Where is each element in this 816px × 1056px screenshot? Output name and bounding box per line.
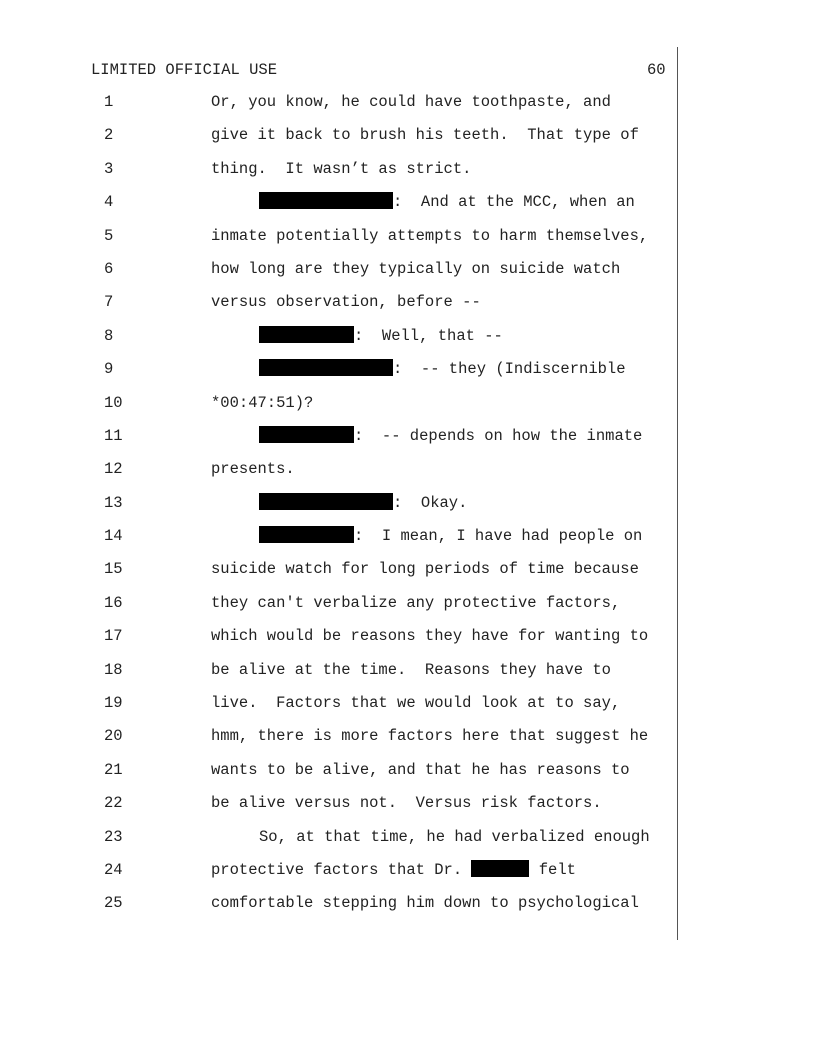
transcript-line	[0, 253, 680, 286]
transcript-line	[0, 787, 680, 820]
line-number: 16	[104, 593, 123, 612]
transcript-line	[0, 420, 680, 453]
speaker-line	[259, 487, 467, 520]
transcript-lines	[0, 86, 680, 921]
line-text: protective factors that Dr.	[211, 860, 472, 879]
line-text: *00:47:51)?	[211, 393, 314, 412]
line-number: 3	[104, 159, 114, 178]
line-number: 12	[104, 460, 123, 479]
transcript-line	[0, 86, 680, 119]
redaction-box	[259, 426, 354, 443]
line-text: be alive at the time. Reasons they have to	[211, 660, 611, 679]
transcript-line	[0, 854, 680, 887]
transcript-line	[0, 453, 680, 486]
transcript-line	[0, 320, 680, 353]
redaction-box	[259, 359, 393, 376]
transcript-line	[0, 119, 680, 152]
line-number: 15	[104, 560, 123, 579]
speaker-line	[259, 520, 642, 553]
line-number: 20	[104, 727, 123, 746]
line-text: live. Factors that we would look at to say,	[211, 694, 621, 713]
line-text: give it back to brush his teeth. That type of	[211, 126, 639, 145]
line-number: 19	[104, 694, 123, 713]
line-number: 13	[104, 493, 123, 512]
line-text: : -- depends on how the inmate	[354, 426, 643, 445]
line-text: presents.	[211, 460, 295, 479]
line-number: 7	[104, 293, 114, 312]
line-number: 6	[104, 259, 114, 278]
transcript-line	[0, 286, 680, 319]
transcript-line	[0, 821, 680, 854]
line-number: 22	[104, 794, 123, 813]
speaker-line	[259, 186, 635, 219]
transcript-line	[0, 654, 680, 687]
line-number: 9	[104, 360, 114, 379]
transcript-line	[0, 387, 680, 420]
redaction-box	[259, 493, 393, 510]
line-text: comfortable stepping him down to psychological	[211, 894, 639, 913]
line-number: 23	[104, 827, 123, 846]
line-text: inmate potentially attempts to harm themselves,	[211, 226, 649, 245]
line-text: : Okay.	[393, 493, 468, 512]
speaker-line	[259, 320, 503, 353]
line-text: they can't verbalize any protective factors,	[211, 593, 621, 612]
line-number: 4	[104, 193, 114, 212]
line-number: 10	[104, 393, 123, 412]
line-number: 17	[104, 627, 123, 646]
line-text: suicide watch for long periods of time because	[211, 560, 639, 579]
line-number: 5	[104, 226, 114, 245]
transcript-line	[0, 153, 680, 186]
line-number: 25	[104, 894, 123, 913]
redaction-box	[259, 326, 354, 343]
transcript-line	[0, 220, 680, 253]
line-text: Or, you know, he could have toothpaste, and	[211, 93, 611, 111]
line-text: : -- they (Indiscernible	[393, 360, 626, 379]
transcript-line	[0, 720, 680, 753]
line-number: 21	[104, 760, 123, 779]
speaker-line	[259, 353, 626, 386]
transcript-line	[0, 353, 680, 386]
classification-header: LIMITED OFFICIAL USE	[91, 61, 278, 79]
line-text: So, at that time, he had verbalized enough	[259, 827, 650, 846]
line-text: felt	[529, 860, 576, 879]
line-text: how long are they typically on suicide watch	[211, 259, 621, 278]
transcript-line	[0, 587, 680, 620]
line-number: 2	[104, 126, 114, 145]
transcript-line	[0, 887, 680, 920]
transcript-line	[0, 487, 680, 520]
line-text: : And at the MCC, when an	[393, 193, 635, 212]
mixed-line	[211, 854, 576, 887]
transcript-line	[0, 186, 680, 219]
redaction-box	[259, 192, 393, 209]
line-text: hmm, there is more factors here that suggest he	[211, 727, 649, 746]
line-number: 24	[104, 860, 123, 879]
speaker-line	[259, 420, 642, 453]
transcript-line	[0, 754, 680, 787]
line-number: 14	[104, 527, 123, 546]
transcript-line	[0, 620, 680, 653]
line-text: versus observation, before --	[211, 293, 481, 312]
line-text: : Well, that --	[354, 326, 503, 345]
line-text: which would be reasons they have for wanting to	[211, 627, 649, 646]
line-text: : I mean, I have had people on	[354, 527, 643, 546]
line-text: thing. It wasn’t as strict.	[211, 159, 472, 178]
line-number: 8	[104, 326, 114, 345]
line-text: be alive versus not. Versus risk factors.	[211, 794, 602, 813]
transcript-line	[0, 553, 680, 586]
redaction-box	[471, 860, 529, 877]
line-text: wants to be alive, and that he has reasons to	[211, 760, 630, 779]
page-number: 60	[647, 61, 666, 79]
redaction-box	[259, 526, 354, 543]
line-number: 11	[104, 426, 123, 445]
line-number: 18	[104, 660, 123, 679]
transcript-line	[0, 687, 680, 720]
line-number: 1	[104, 93, 114, 111]
transcript-line	[0, 520, 680, 553]
